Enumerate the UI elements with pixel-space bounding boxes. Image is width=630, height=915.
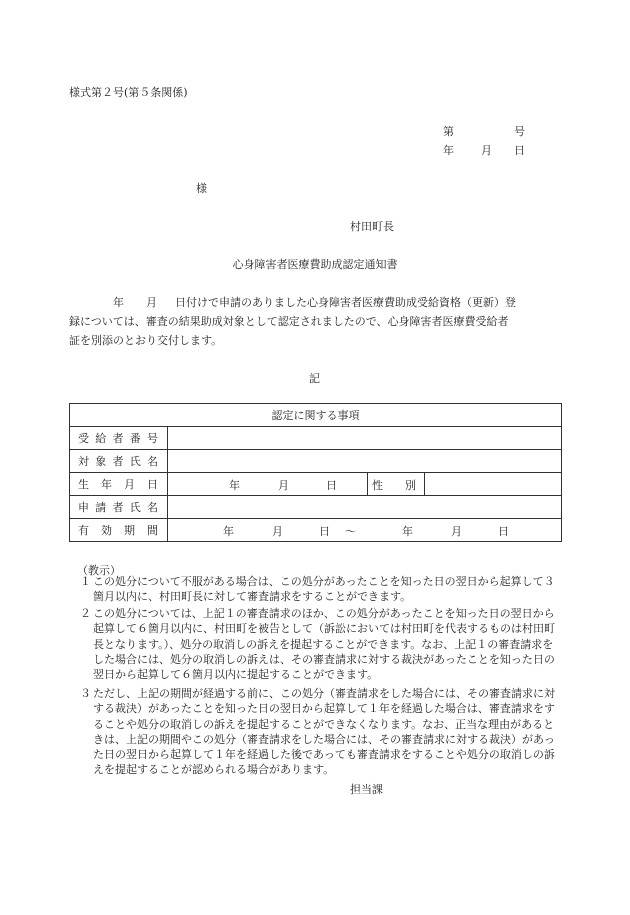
label-chars (70, 453, 167, 469)
label-char: 象 (95, 455, 107, 468)
instruction-text: ただし、上記の期間が経過する前に、この処分（審査請求をした場合には、その審査請求に対する裁決）があったことを知った日の翌日から起算して１年を経過した場合は、審査請求をすることや処分の取消しの訴えを提起することができなくなります。なお、正当な理由があるときは、上記の期間やこの処分（審査請求をした場合には、その審査請求に対する裁決）があった日の翌日から起算して１年を経過した後であっても審査請求をすることや処分の取消しの訴えを提起することが認められる場合があります。 (93, 687, 555, 777)
label-char: 対 (78, 455, 89, 468)
gender-value (425, 473, 562, 496)
label-char: 者 (112, 432, 124, 445)
table-heading: 認定に関する事項 (70, 404, 562, 427)
instructions-heading: （教示） (77, 564, 121, 577)
validity-from-year: 年 (223, 525, 234, 538)
label-char: 給 (95, 432, 107, 445)
gender-label: 性 別 (372, 479, 416, 492)
document-number-suffix: 号 (514, 125, 525, 138)
label-char: 者 (112, 455, 124, 468)
instruction-number: １ (80, 575, 91, 588)
label-char: 請 (95, 501, 107, 514)
label-char: 名 (147, 501, 158, 514)
subject-name-value (168, 450, 562, 473)
contact-section-label: 担当課 (350, 783, 383, 796)
label-char: 者 (112, 501, 124, 514)
label-char: 日 (147, 478, 158, 491)
label-char: 氏 (129, 455, 141, 468)
label-chars (70, 430, 167, 446)
validity-to-day: 日 (498, 525, 509, 538)
label-char: 名 (147, 455, 158, 468)
birth-year: 年 (229, 479, 240, 492)
document-title: 心身障害者医療費助成認定通知書 (232, 258, 398, 271)
form-number: 様式第２号(第５条関係) (69, 86, 188, 99)
document-number-label: 第 (443, 125, 454, 138)
label-char: 申 (78, 501, 89, 514)
label-chars (70, 522, 167, 538)
label-char: 期 (124, 524, 135, 537)
label-chars (70, 476, 167, 492)
table-row-subject-name (70, 450, 562, 473)
validity-to-month: 月 (451, 525, 462, 538)
row-label-subject-name (70, 450, 168, 473)
row-label-validity (70, 519, 168, 542)
validity-value (168, 519, 562, 542)
applicant-name-value (168, 496, 562, 519)
date-day: 日 (514, 144, 525, 157)
date-month: 月 (481, 144, 492, 157)
label-char: 効 (101, 524, 112, 537)
label-char: 月 (124, 478, 135, 491)
instruction-number: ３ (80, 687, 91, 700)
body-line-1-rest: 日付けで申請のありました心身障害者医療費助成受給資格（更新）登 (175, 296, 516, 309)
instruction-item-1 (80, 574, 560, 605)
label-char: 号 (147, 432, 158, 445)
issuer-name: 村田町長 (350, 220, 394, 233)
instruction-number: ２ (80, 607, 91, 620)
instruction-text: この処分について不服がある場合は、この処分があったことを知った日の翌日から起算して３箇月以内に、村田町長に対して審査請求をすることができます。 (93, 575, 555, 604)
body-year: 年 (113, 296, 124, 309)
label-chars (70, 499, 167, 515)
date-year: 年 (443, 144, 454, 157)
recipient-honorific: 様 (196, 182, 207, 195)
body-line-1 (113, 294, 516, 310)
table-row-birthdate (70, 473, 562, 496)
instruction-item-2 (80, 606, 560, 682)
label-char: 受 (78, 432, 89, 445)
label-char: 番 (129, 432, 141, 445)
recipient-number-value (168, 427, 562, 450)
instruction-item-3 (80, 686, 560, 778)
table-row-recipient-number (70, 427, 562, 450)
row-label-recipient-number (70, 427, 168, 450)
certification-table (69, 403, 562, 542)
label-char: 有 (78, 524, 89, 537)
label-char: 年 (101, 478, 112, 491)
row-label-applicant-name (70, 496, 168, 519)
label-char: 間 (147, 524, 158, 537)
label-char: 生 (78, 478, 89, 491)
validity-from-month: 月 (272, 525, 283, 538)
row-label-birthdate (70, 473, 168, 496)
body-line-3: 証を別添のとおり交付します。 (69, 334, 223, 347)
instruction-text: この処分については、上記１の審査請求のほか、この処分があったことを知った日の翌日から起算して６箇月以内に、村田町を被告として（訴訟においては村田町を代表するものは村田町長となります。）、処分の取消しの訴えを提起することができます。なお、上記１の審査請求をした場合には、処分の取消しの訴えは、その審査請求に対する裁決があったことを知った日の翌日から起算して６箇月以内に提起することができます。 (93, 607, 555, 682)
gender-label-cell (368, 473, 425, 496)
birth-month: 月 (278, 479, 289, 492)
body-line-2: 録については、審査の結果助成対象として認定されましたので、心身障害者医療費受給者 (69, 315, 509, 328)
table-row-applicant-name (70, 496, 562, 519)
birth-day: 日 (326, 479, 337, 492)
table-row-validity (70, 519, 562, 542)
validity-tilde: ～ (345, 525, 356, 538)
validity-from-day: 日 (319, 525, 330, 538)
birthdate-value (168, 473, 368, 496)
validity-to-year: 年 (402, 525, 413, 538)
ki-heading: 記 (309, 372, 320, 385)
body-month: 月 (146, 296, 157, 309)
label-char: 氏 (129, 501, 141, 514)
